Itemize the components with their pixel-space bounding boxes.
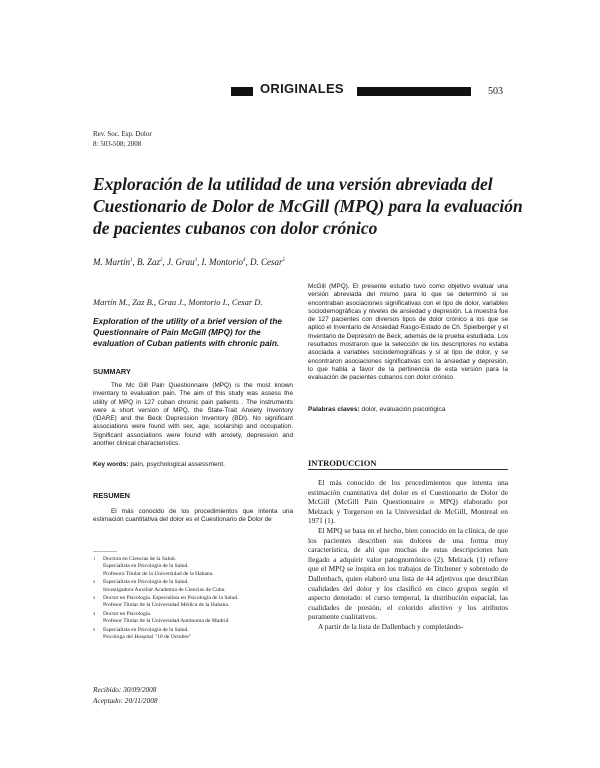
footnotes bbox=[93, 556, 293, 642]
english-authors: Martín M., Zaz B., Grau J., Montorio I., Cesar D. bbox=[93, 297, 263, 307]
footnote: 1 Doctora en Ciencias de la Salud. Especialista en Psicología de la Salud. Profesora Titular de la Universidad de la Habana. bbox=[93, 556, 214, 577]
author: B. Zaz bbox=[137, 257, 161, 267]
header-bar-left bbox=[231, 87, 253, 96]
paragraph: A partir de la lista de Dallenbach y completándo- bbox=[318, 621, 464, 631]
intro-text bbox=[308, 478, 508, 632]
author: M. Martín bbox=[93, 257, 130, 267]
summary-heading: SUMMARY bbox=[93, 367, 131, 376]
resumen-heading: RESUMEN bbox=[93, 491, 130, 500]
footnote-rule: ———— bbox=[93, 549, 117, 555]
author: D. Cesar bbox=[250, 257, 283, 267]
keywords-value: pain, psychological assessment. bbox=[130, 461, 225, 468]
accepted-date: Aceptado: 20/11/2008 bbox=[93, 696, 158, 705]
resumen-continuation: McGill (MPQ). El presente estudio tuvo como objetivo evaluar una versión abreviada del mismo para lo que se determinó si se encontraban asociaciones significativas con el tipo de dolor, variables sociodemográficas y niveles de ansiedad y depresión. La muestra fue de 127 pacientes con diversos tipos de dolor crónico a los que se aplicó el Inventario de Ansiedad Rasgo-Estado de Ch. Spielberger y el Inventario de Depresión de Beck, además de la prueba estudiada. Los resultados mostraron que la selección de los descriptores no estaba asociada a variables sociodemográficas y sí al tipo de dolor, y se encontraron asociaciones significativas con la ansiedad y depresión, lo que habla a favor de la pertinencia de esta versión para la evaluación de pacientes cubanos con dolor crónico. bbox=[308, 283, 508, 382]
footnote: 5 Especialista en Psicología de la Salud. Psicóloga del Hospital "10 de Octubre" bbox=[93, 626, 191, 641]
article-title: Exploración de la utilidad de una versión abreviada del Cuestionario de Dolor de McGill (MPQ) para la evaluación de pacientes cubanos con dolor crónico bbox=[93, 174, 523, 238]
page-number: 503 bbox=[488, 86, 503, 97]
keywords-label: Key words: bbox=[93, 461, 129, 468]
author: J. Grau bbox=[167, 257, 195, 267]
english-keywords bbox=[93, 461, 293, 468]
keywords-label: Palabras claves: bbox=[308, 406, 360, 413]
section-label: ORIGINALES bbox=[260, 81, 344, 96]
journal-citation: Rev. Soc. Esp. Dolor bbox=[93, 130, 152, 138]
journal-volume: 8: 503-508; 2008 bbox=[93, 140, 142, 148]
resumen-text: El más conocido de los procedimientos que intenta una estimación cuantitativa del dolor es el Cuestionario de Dolor de bbox=[93, 508, 293, 524]
author-list: M. Martín$^1$, B. Zaz$^2$, J. Grau$^3$, I. Montorio$^4$, D. Cesar$^5$ bbox=[93, 257, 286, 267]
spanish-keywords bbox=[308, 406, 508, 413]
keywords-value: dolor, evaluación psicológica bbox=[361, 406, 446, 413]
received-date: Recibido: 30/09/2008 bbox=[93, 685, 157, 694]
footnote: 2 Especialista en Psicología de la Salud. Investigadora Auxiliar Academia de Ciencias de Cuba. bbox=[93, 579, 226, 593]
paragraph: El MPQ se basa en el hecho, bien conocido en la clínica, de que los pacientes describen sus dolores de una forma muy característica, de ahí que muchas de estas descripciones han llegado a adquirir valor patognomónico (2). Melzack (1) refiere que el MPQ se inspira en los trabajos de Titchener y sobretodo de Dallenbach, quien elaboró una lista de 44 adjetivos que describían cualidades del dolor y los clasificó en cinco grupos según el aspecto denotado: el curso temporal, la distribución espacial, las cualidades de presión, el colorido afectivo y los atributos puramente cualitativos. bbox=[308, 525, 508, 622]
english-title: Exploration of the utility of a brief version of the Questionnaire of Pain McGill (MPQ) for the evaluation of Cuban patients with chronic pain. bbox=[93, 316, 282, 348]
footnote: 4 Doctor en Psicología. Profesor Titular de la Universidad Autónoma de Madrid bbox=[93, 610, 229, 625]
intro-heading: INTRODUCCION bbox=[308, 458, 377, 468]
author: I. Montorio bbox=[201, 257, 244, 267]
paragraph: El más conocido de los procedimientos que intenta una estimación cuantitativa del dolor es el Cuestionario de Dolor de McGill (McGill Pain Questionnaire o MPQ) elaborado por Melzack y Torgerson en la Universidad de McGill, Montreal en 1971 (1). bbox=[308, 478, 508, 526]
header-bar-right bbox=[357, 87, 471, 96]
footnote: 3 Doctor en Psicología. Especialista en Psicología de la Salud. Profesor Titular de la Universidad Médica de la Habana. bbox=[93, 595, 239, 609]
intro-heading-rule bbox=[308, 469, 508, 470]
summary-text: The Mc Gill Pain Questionnaire (MPQ) is the most known inventary to evaluation pain. The aim of this study was assess the utility of MPQ in 127 cuban chronic pain patients . The instruments were a short version of MPQ, the State-Trait Anxiety Inventory (IDARE) and the Beck Depression Inventory (BDI). No significant associations were found with sex, age, scolarship and occupation. Significant associations were found with anxiety, depression and another clinical characteristics. bbox=[93, 382, 293, 448]
